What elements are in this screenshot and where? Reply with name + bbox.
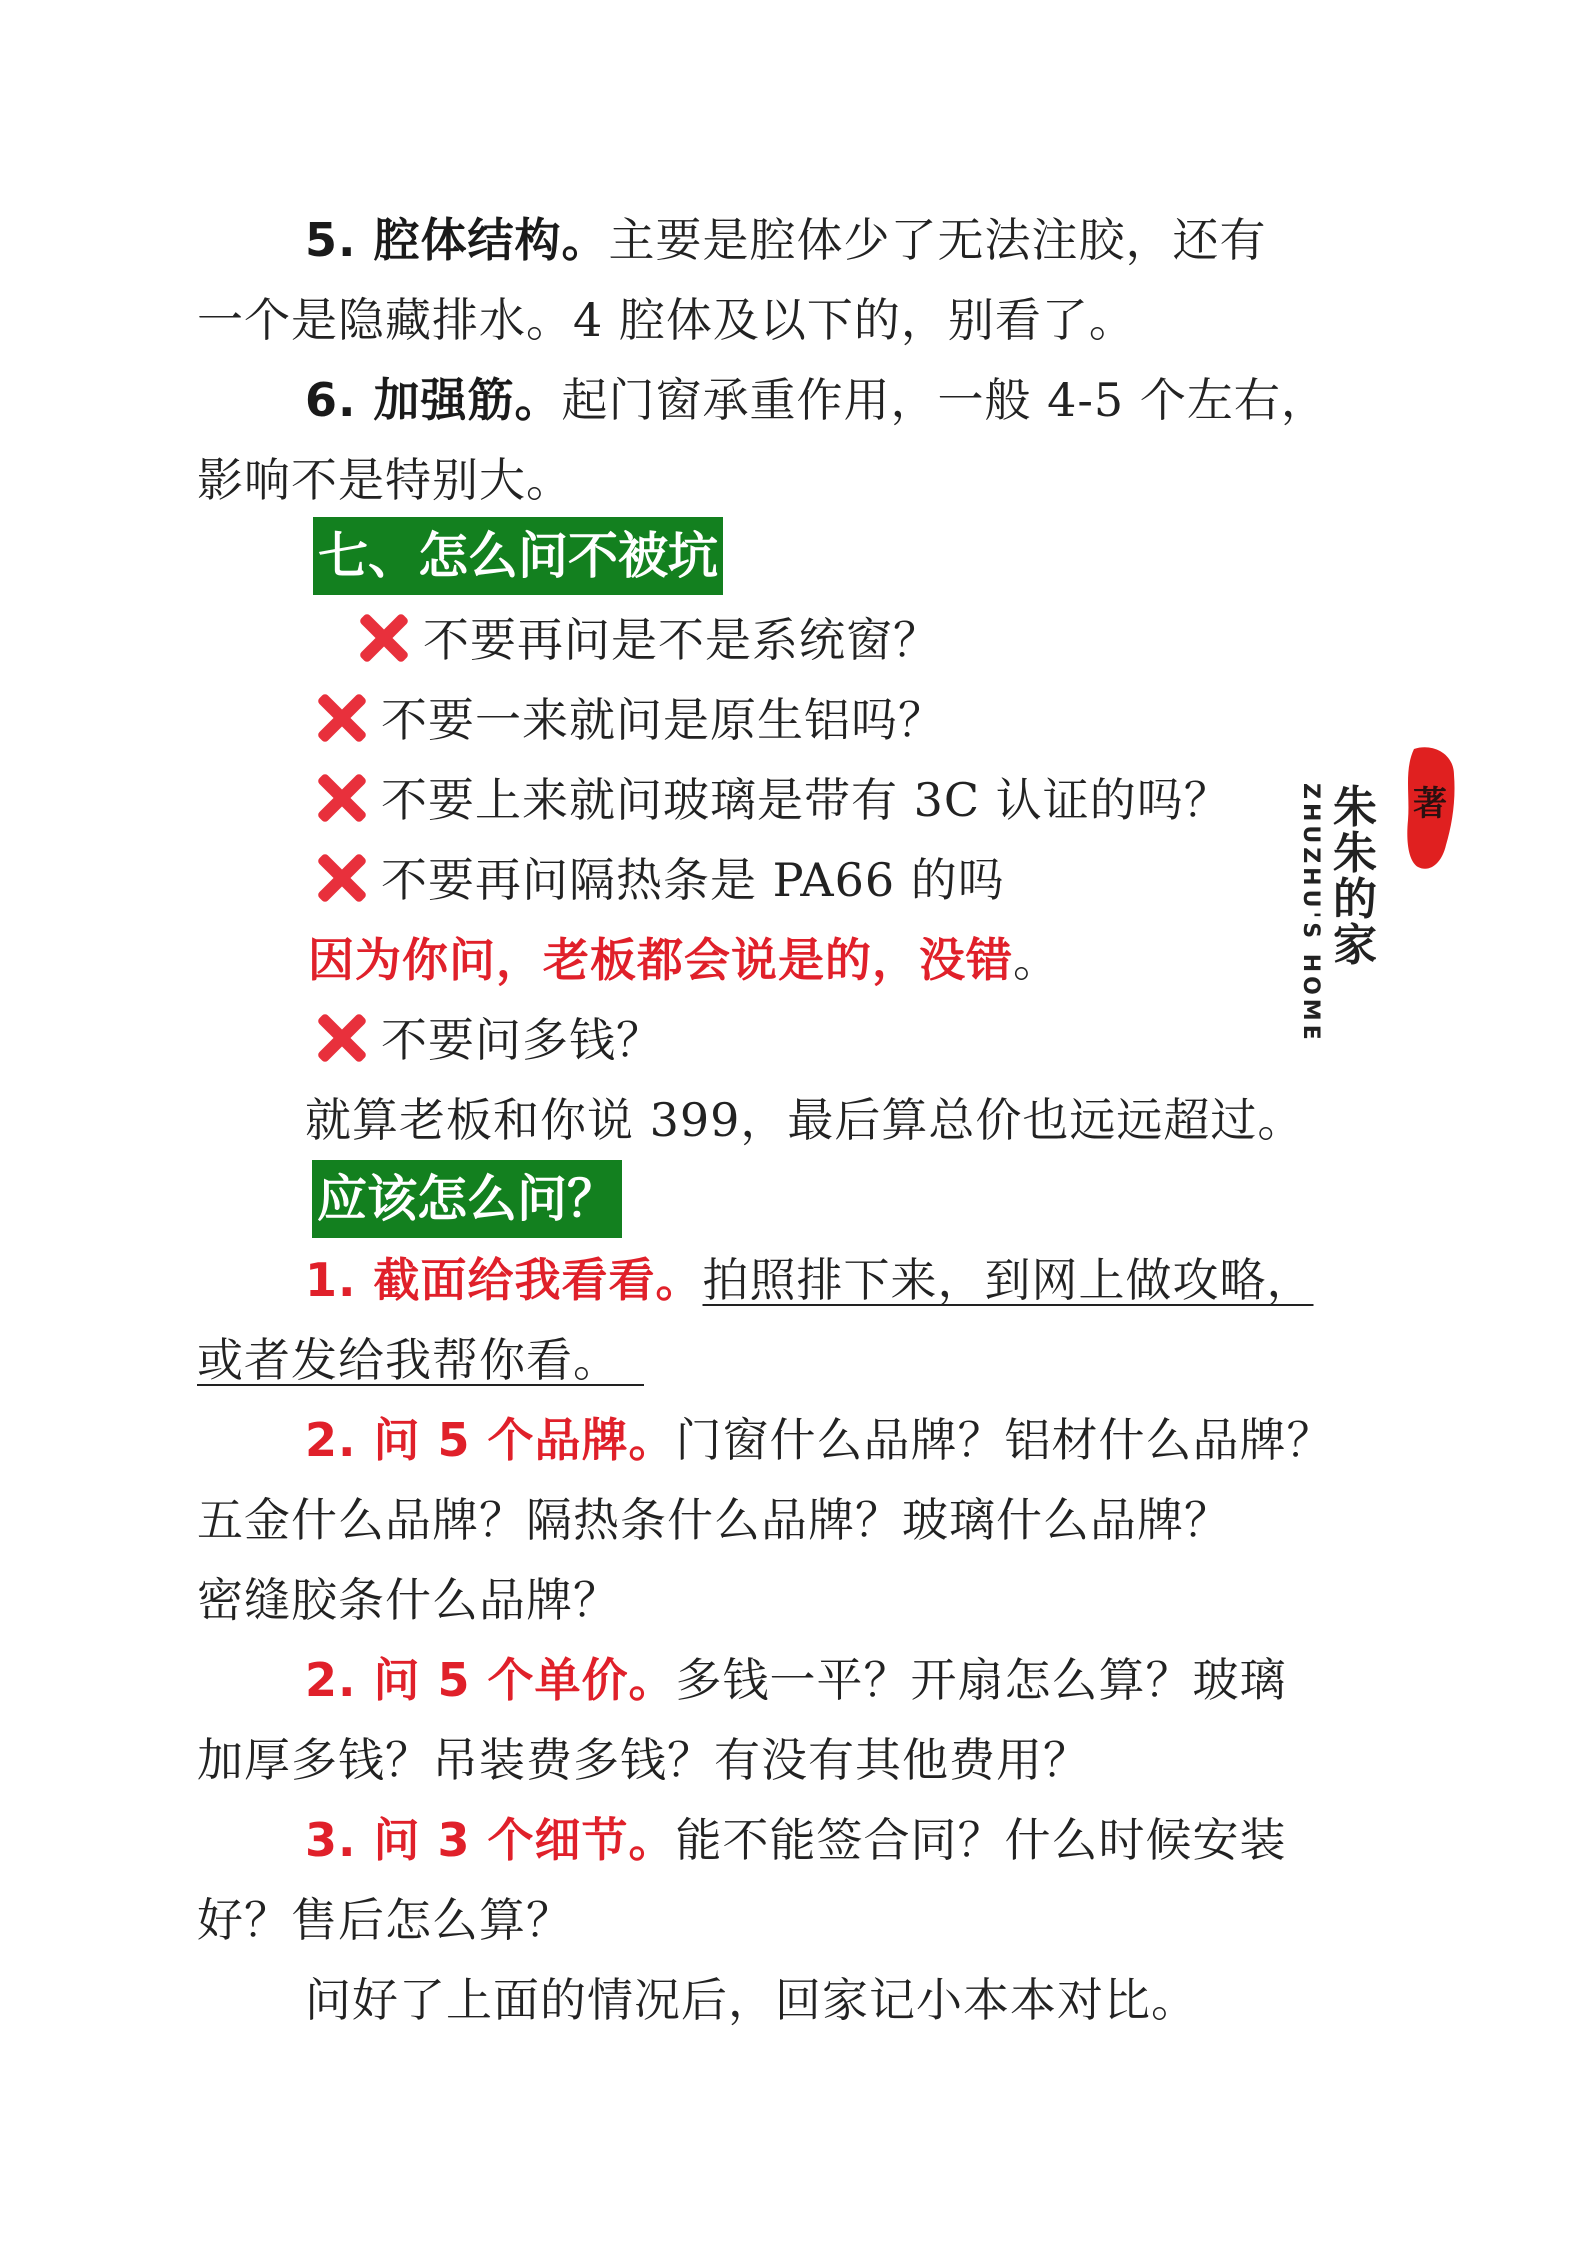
section-6-text: 起门窗承重作用，一般 4-5 个左右， [561,373,1328,427]
dont-item-4 [313,840,1005,920]
q3-text: 多钱一平？开扇怎么算？玻璃 [675,1653,1287,1707]
dont-item-text: 不要问多钱？ [381,1013,663,1067]
q2-title: 2. 问 5 个品牌。 [305,1413,676,1467]
seal-stamp-icon [1402,745,1458,875]
q1-line-2 [197,1320,644,1400]
dont-item-1 [355,600,940,680]
section-6-line-2: 影响不是特别大。 [197,453,573,507]
because-red-text: 因为你问，老板都会说是的，没错 [308,933,1013,987]
q3-line-1 [305,1640,1287,1720]
section-5-title: 5. 腔体结构。 [305,213,609,267]
section-6-title: 6. 加强筋。 [305,373,562,427]
dont-item-3 [313,760,1231,840]
q1-title: 1. 截面给我看看。 [305,1253,703,1307]
q1-text: 拍照排下来，到网上做攻略， [702,1253,1314,1307]
because-end: 。 [1013,933,1060,987]
watermark-english-text: ZHUZHU'S HOME [1298,783,1323,1044]
section-5-line-1 [305,200,1267,280]
cross-icon [313,690,369,746]
dont-item-text: 不要上来就问玻璃是带有 3C 认证的吗？ [381,773,1231,827]
cross-icon [355,610,411,666]
section-7-heading: 七、怎么问不被坑 [313,517,723,595]
seal-character: 著 [1413,784,1447,824]
watermark-logo [1290,745,1447,1085]
final-line: 问好了上面的情况后，回家记小本本对比。 [305,1973,1198,2027]
q4-line-1 [305,1800,1287,1880]
section-5-text: 主要是腔体少了无法注胶，还有 [608,213,1267,267]
dont-item-5 [313,1000,663,1080]
cross-icon [313,770,369,826]
because-line [308,920,1060,1000]
q4-line-2: 好？售后怎么算？ [197,1893,573,1947]
dont-item-2 [313,680,945,760]
how-to-ask-heading: 应该怎么问？ [312,1160,622,1238]
q4-text: 能不能签合同？什么时候安装 [675,1813,1287,1867]
q4-title: 3. 问 3 个细节。 [305,1813,676,1867]
q2-line-1 [305,1400,1334,1480]
section-6-line-1 [305,360,1328,440]
q2-text: 门窗什么品牌？铝材什么品牌？ [675,1413,1334,1467]
dont-item-text: 不要再问隔热条是 PA66 的吗 [381,853,1005,907]
q1-text-2: 或者发给我帮你看。 [197,1333,597,1387]
q2-line-2: 五金什么品牌？隔热条什么品牌？玻璃什么品牌？ [197,1493,1231,1547]
cross-icon [313,1010,369,1066]
dont-item-text: 不要一来就问是原生铝吗？ [381,693,945,747]
q2-line-3: 密缝胶条什么品牌？ [197,1573,620,1627]
q3-title: 2. 问 5 个单价。 [305,1653,676,1707]
q1-line-1 [305,1240,1314,1320]
section-5-line-2: 一个是隐藏排水。4 腔体及以下的，别看了。 [197,293,1136,347]
dont-item-text: 不要再问是不是系统窗？ [423,613,940,667]
q3-line-2: 加厚多钱？吊装费多钱？有没有其他费用？ [197,1733,1090,1787]
watermark-chinese-text: 朱朱的家 [1333,782,1377,971]
even-line: 就算老板和你说 399，最后算总价也远远超过。 [305,1093,1305,1147]
cross-icon [313,850,369,906]
